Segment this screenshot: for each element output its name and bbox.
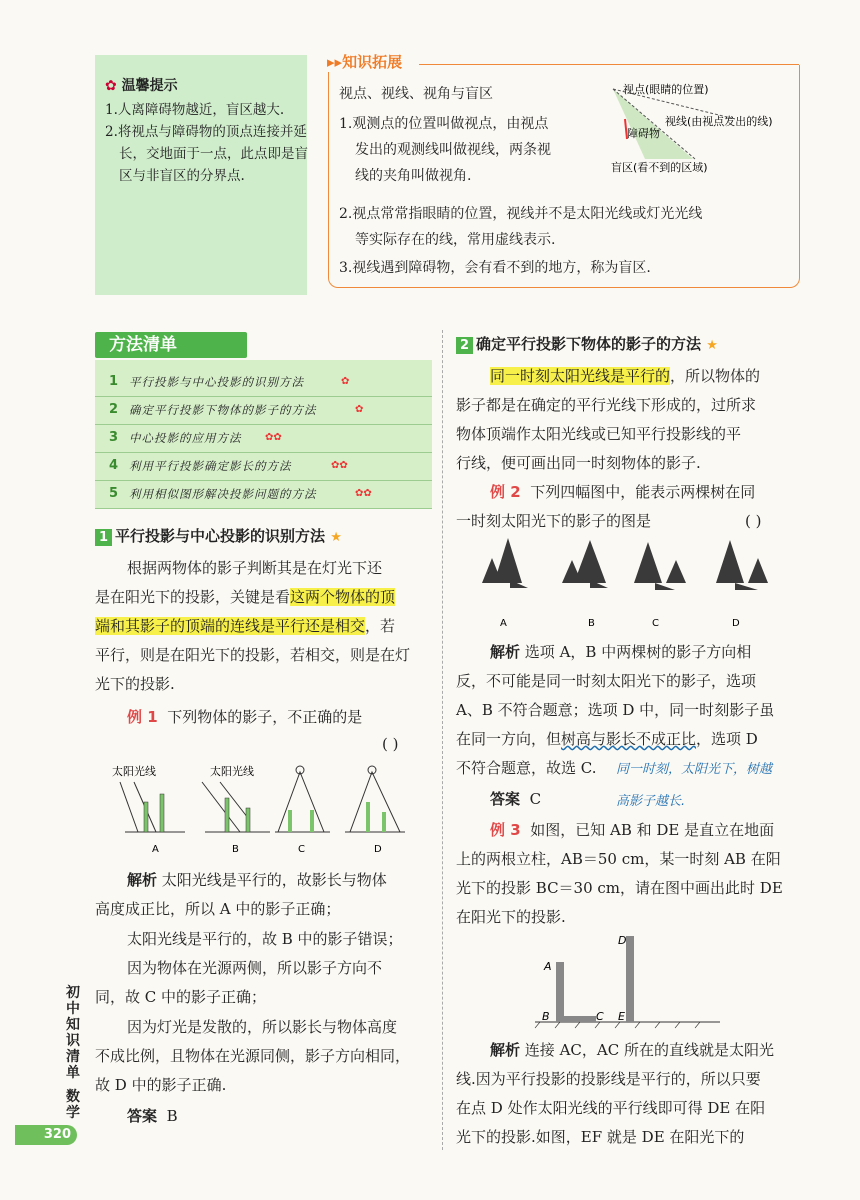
analysis-line: 因为灯光是发散的，所以影长与物体高度 [127, 1018, 398, 1036]
example-1: 例 1 下列物体的影子，不正确的是 [127, 708, 363, 726]
sidebar-book-title: 初中知识清单 数学 [66, 985, 80, 1121]
analysis-line: 线.因为平行投影的投影线是平行的，所以只要 [456, 1070, 761, 1088]
method-item: 5 利用相似图形解决投影问题的方法 ✿✿ [95, 480, 432, 509]
section-1-title: 1 平行投影与中心投影的识别方法 ★ [95, 522, 342, 552]
analysis-1: 解析 太阳光线是平行的，故影长与物体 [127, 871, 387, 889]
knowledge-subtitle: 视点、视线、视角与盲区 [339, 86, 493, 102]
example-2-figure [480, 538, 790, 638]
example-3-line: 光下的投影 BC＝30 cm，请在图中画出此时 DE [456, 879, 783, 897]
svg-text:太阳光线: 太阳光线 [112, 765, 156, 778]
example-2-text: 一时刻太阳光下的影子的图是 [456, 512, 652, 530]
analysis-line: 反，不可能是同一时刻太阳光下的影子，选项 [456, 672, 757, 690]
answer-paren: ( ) [745, 512, 762, 530]
analysis-line: 不成比例，且物体在光源同侧，影子方向相同， [95, 1047, 411, 1065]
sec2-para: 影子都是在确定的平行光线下形成的，过所求 [456, 396, 757, 414]
svg-text:B: B [232, 844, 239, 855]
sec1-para: 根据两物体的影子判断其是在灯光下还 [127, 559, 383, 577]
svg-text:D: D [732, 618, 740, 629]
analysis-3: 解析 连接 AC，AC 所在的直线就是太阳光 [490, 1041, 774, 1059]
svg-text:太阳光线: 太阳光线 [210, 765, 254, 778]
answer-paren: ( ) [382, 735, 399, 753]
svg-text:A: A [500, 618, 507, 629]
sightline-diagram [605, 79, 795, 179]
answer-2: 答案 C [490, 790, 542, 808]
answer-1: 答案 B [127, 1107, 178, 1125]
sec1-para: 是在阳光下的投影，关键是看这两个物体的顶 [95, 588, 396, 606]
diagram-obstacle: 障碍物 [627, 127, 660, 140]
analysis-line: 在同一方向，但树高与影长不成正比，选项 D [456, 730, 758, 748]
analysis-line: 同，故 C 中的影子正确； [95, 988, 267, 1006]
analysis-line: 不符合题意，故选 C. [456, 759, 597, 777]
sec1-para: 平行，则是在阳光下的投影，若相交，则是在灯 [95, 646, 411, 664]
diagram-blind: 盲区(看不到的区域) [611, 161, 708, 174]
tip-title: ✿ 温馨提示 [105, 78, 178, 94]
svg-text:D: D [618, 934, 627, 947]
analysis-line: A、B 不符合题意；选项 D 中，同一时刻影子虽 [456, 701, 775, 719]
analysis-2: 解析 选项 A，B 中两棵树的影子方向相 [490, 643, 752, 661]
handwritten-note: 高影子越长. [616, 794, 686, 809]
sec2-para: 同一时刻太阳光线是平行的，所以物体的 [490, 367, 761, 385]
method-item: 3 中心投影的应用方法 ✿✿ [95, 424, 432, 453]
diagram-sightline: 视线(由视点发出的线) [665, 115, 773, 128]
method-title: 方法清单 [95, 332, 247, 358]
handwritten-note: 同一时刻，太阳光下，树越 [616, 762, 773, 777]
example-2: 例 2 下列四幅图中，能表示两棵树在同 [490, 483, 756, 501]
sec2-para: 行线，便可画出同一时刻物体的影子. [456, 454, 701, 472]
svg-text:A: A [152, 844, 159, 855]
svg-text:B: B [542, 1010, 550, 1023]
example-1-figure [110, 760, 430, 860]
method-item: 4 利用平行投影确定影长的方法 ✿✿ [95, 452, 432, 481]
column-divider [442, 330, 443, 1150]
sec1-para: 光下的投影. [95, 675, 175, 693]
knowledge-title: ▸▸知识拓展 [323, 51, 406, 72]
knowledge-line: 发出的观测线叫做视线，两条视 [355, 142, 551, 158]
svg-text:A: A [544, 960, 552, 973]
section-2-title: 2 确定平行投影下物体的影子的方法 ★ [456, 330, 718, 360]
analysis-line: 高度成正比，所以 A 中的影子正确； [95, 900, 341, 918]
knowledge-line: 线的夹角叫做视角. [355, 168, 472, 184]
example-3: 例 3 如图，已知 AB 和 DE 是直立在地面 [490, 821, 775, 839]
tip-item-1: 1.人离障碍物越近，盲区越大. [105, 102, 285, 118]
method-item: 2 确定平行投影下物体的影子的方法 ✿ [95, 396, 432, 425]
analysis-line: 光下的投影.如图，EF 就是 DE 在阳光下的 [456, 1128, 745, 1146]
knowledge-line: 1.观测点的位置叫做视点，由视点 [339, 116, 549, 132]
page-number: 320 [15, 1125, 77, 1145]
svg-text:B: B [588, 618, 595, 629]
example-3-line: 在阳光下的投影. [456, 908, 566, 926]
knowledge-box [327, 53, 800, 288]
tip-item-2: 2.将视点与障碍物的顶点连接并延长，交地面于一点，此点即是盲区与非盲区的分界点. [105, 124, 308, 184]
example-3-figure [530, 932, 730, 1032]
knowledge-line: 2.视点常常指眼睛的位置，视线并不是太阳光线或灯光光线 [339, 206, 703, 222]
svg-text:E: E [618, 1010, 625, 1023]
svg-text:C: C [652, 618, 659, 629]
knowledge-line: 等实际存在的线，常用虚线表示. [355, 232, 556, 248]
sec2-para: 物体顶端作太阳光线或已知平行投影线的平 [456, 425, 742, 443]
tip-box [95, 55, 307, 295]
diagram-viewpoint: 视点(眼睛的位置) [623, 83, 709, 96]
method-list [95, 332, 432, 510]
svg-text:D: D [374, 844, 382, 855]
knowledge-line: 3.视线遇到障碍物，会有看不到的地方，称为盲区. [339, 260, 651, 276]
analysis-line: 故 D 中的影子正确. [95, 1076, 227, 1094]
svg-text:C: C [596, 1010, 604, 1023]
method-item: 1 平行投影与中心投影的识别方法 ✿ [95, 368, 432, 397]
sec1-para: 端和其影子的顶端的连线是平行还是相交，若 [95, 617, 396, 635]
analysis-line: 在点 D 处作太阳光线的平行线即可得 DE 在阳 [456, 1099, 766, 1117]
svg-text:C: C [298, 844, 305, 855]
analysis-line: 因为物体在光源两侧，所以影子方向不 [127, 959, 383, 977]
analysis-line: 太阳光线是平行的，故 B 中的影子错误； [127, 930, 403, 948]
example-3-line: 上的两根立柱，AB＝50 cm，某一时刻 AB 在阳 [456, 850, 781, 868]
